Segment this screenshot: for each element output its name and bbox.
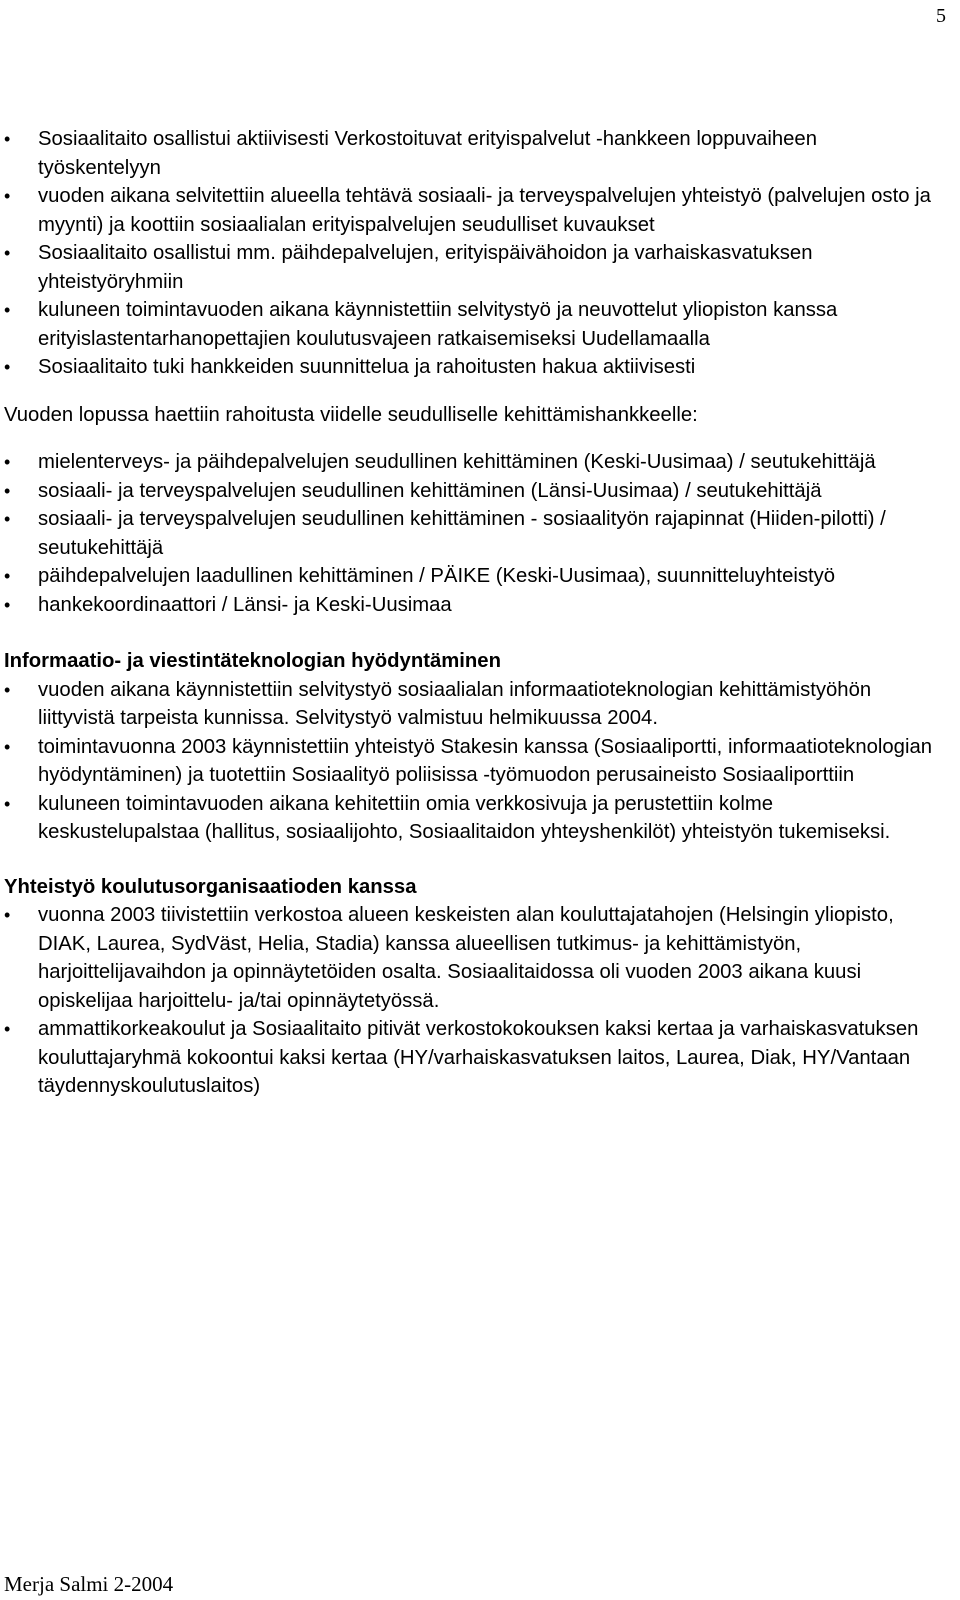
list-item-text: sosiaali- ja terveyspalvelujen seudullinen kehittäminen - sosiaalityön rajapinnat (Hiiden-pilotti) / seutukehittäjä <box>38 508 886 559</box>
bullet-icon: • <box>4 452 11 472</box>
list-item <box>4 239 939 296</box>
list-item-text: sosiaali- ja terveyspalvelujen seudullinen kehittäminen (Länsi-Uusimaa) / seutukehittäjä <box>38 479 822 502</box>
list-item-text: vuonna 2003 tiivistettiin verkostoa alueen keskeisten alan kouluttajatahojen (Helsingin yliopisto, DIAK, Laurea, SydVäst, Helia, Stadia) kanssa alueellisen tutkimus- ja kehittämistyön, harjoittelijavaihdon ja opinnäytetöiden osalta. Sosiaalitaidossa oli vuoden 2003 aikana kuusi opiskelijaa harjoittelu- ja/tai opinnäytetyössä. <box>38 904 894 1012</box>
document-body <box>4 125 939 1101</box>
bullet-icon: • <box>4 566 11 586</box>
bullet-icon: • <box>4 357 11 377</box>
list-item <box>4 448 939 477</box>
bullet-icon: • <box>4 186 11 206</box>
list-item <box>4 562 939 591</box>
list-item-text: vuoden aikana käynnistettiin selvitystyö sosiaalialan informaatioteknologian kehittämistyöhön liittyvistä tarpeista kunnissa. Selvitystyö valmistuu helmikuussa 2004. <box>38 678 872 729</box>
list-item <box>4 790 939 847</box>
list-item <box>4 676 939 733</box>
bullet-icon: • <box>4 300 11 320</box>
bullet-icon: • <box>4 243 11 263</box>
list-item <box>4 125 939 182</box>
bullet-icon: • <box>4 509 11 529</box>
list-item-text: Sosiaalitaito tuki hankkeiden suunnittelua ja rahoitusten hakua aktiivisesti <box>38 356 696 378</box>
list-item-text: toimintavuonna 2003 käynnistettiin yhteistyö Stakesin kanssa (Sosiaaliportti, informaatioteknologian hyödyntäminen) ja tuotettiin Sosiaalityö poliisissa -työmuodon perusaineisto Sosiaaliporttiin <box>38 735 933 786</box>
ict-section-heading: Informaatio- ja viestintäteknologian hyödyntäminen <box>4 650 501 672</box>
bullet-icon: • <box>4 594 11 615</box>
bullet-icon: • <box>4 480 11 501</box>
bullet-icon: • <box>4 1019 11 1039</box>
list-item <box>4 733 939 790</box>
footer-author-date: Merja Salmi 2-2004 <box>4 1572 174 1596</box>
ict-list <box>4 676 939 847</box>
list-item-text: Sosiaalitaito osallistui mm. päihdepalvelujen, erityispäivähoidon ja varhaiskasvatuksen yhteistyöryhmiin <box>38 242 813 293</box>
bullet-icon: • <box>4 129 11 149</box>
bullet-icon: • <box>4 679 11 700</box>
list-item-text: Sosiaalitaito osallistui aktiivisesti Verkostoituvat erityispalvelut -hankkeen loppuvaiheen työskentelyyn <box>38 128 817 179</box>
list-item <box>4 591 939 620</box>
list-item <box>4 505 939 562</box>
funding-paragraph: Vuoden lopussa haettiin rahoitusta viidelle seudulliselle kehittämishankkeelle: <box>4 403 698 426</box>
list-item-text: ammattikorkeakoulut ja Sosiaalitaito pitivät verkostokokouksen kaksi kertaa ja varhaiskasvatuksen kouluttajaryhmä kokoontui kaksi kertaa (HY/varhaiskasvatuksen laitos, Laurea, Diak, HY/Vantaan täydennyskoulutuslaitos) <box>38 1018 919 1097</box>
activity-list <box>4 125 939 382</box>
list-item <box>4 901 939 1015</box>
list-item <box>4 1015 939 1101</box>
bullet-icon: • <box>4 736 11 757</box>
list-item-text: kuluneen toimintavuoden aikana käynnistettiin selvitystyö ja neuvottelut yliopiston kanssa erityislastentarhanopettajien koulutusvajeen ratkaisemiseksi Uudellamaalla <box>38 299 838 350</box>
bullet-icon: • <box>4 905 11 925</box>
list-item-text: hankekoordinaattori / Länsi- ja Keski-Uusimaa <box>38 593 452 616</box>
education-section-heading: Yhteistyö koulutusorganisaatioden kanssa <box>4 875 417 898</box>
list-item <box>4 182 939 239</box>
bullet-icon: • <box>4 793 11 814</box>
list-item <box>4 477 939 506</box>
list-item-text: kuluneen toimintavuoden aikana kehitettiin omia verkkosivuja ja perustettiin kolme keskustelupalstaa (hallitus, sosiaalijohto, Sosiaalitaidon yhteyshenkilöt) yhteistyön tukemiseksi. <box>38 792 891 843</box>
list-item-text: päihdepalvelujen laadullinen kehittäminen / PÄIKE (Keski-Uusimaa), suunnitteluyhteistyö <box>38 565 836 587</box>
list-item-text: mielenterveys- ja päihdepalvelujen seudullinen kehittäminen (Keski-Uusimaa) / seutukehittäjä <box>38 451 876 473</box>
list-item <box>4 353 939 382</box>
project-list <box>4 448 939 619</box>
education-list <box>4 901 939 1101</box>
page-number: 5 <box>936 5 946 27</box>
list-item <box>4 296 939 353</box>
list-item-text: vuoden aikana selvitettiin alueella tehtävä sosiaali- ja terveyspalvelujen yhteistyö (palvelujen osto ja myynti) ja koottiin sosiaalialan erityispalvelujen seudulliset kuvaukset <box>38 185 931 236</box>
